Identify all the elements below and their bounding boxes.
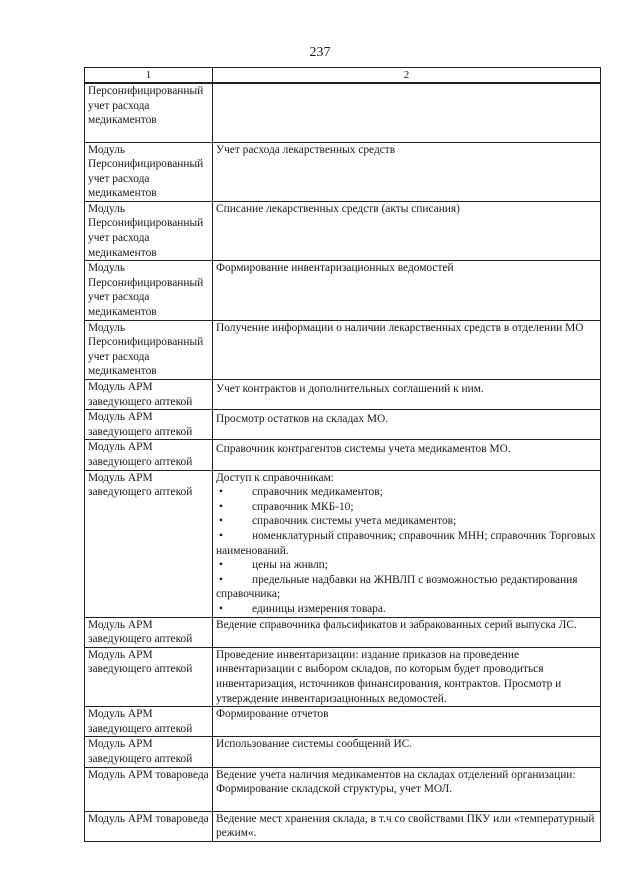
module-cell: Модуль АРМ товароведа (85, 811, 213, 841)
table-row (85, 647, 601, 706)
table-row (85, 470, 601, 617)
table-row (85, 707, 601, 737)
module-cell: Модуль АРМ товароведа (85, 767, 213, 811)
function-cell: Учет контрактов и дополнительных соглашений к ним. (213, 380, 601, 410)
function-cell: Ведение мест хранения склада, в т.ч со свойствами ПКУ или «температурный режим«. (213, 811, 601, 841)
function-cell: Формирование отчетов (213, 707, 601, 737)
bullet-icon: • (219, 515, 223, 528)
table-row (85, 410, 601, 440)
module-cell: Персонифицированный учет расхода медикаментов (85, 83, 213, 142)
table-row (85, 261, 601, 320)
module-cell: Модуль АРМ заведующего аптекой (85, 470, 213, 617)
function-cell: Справочник контрагентов системы учета медикаментов МО. (213, 440, 601, 470)
list-item: • номенклатурный справочник; справочник МНН; справочник Торговых наименований. (216, 529, 596, 557)
function-cell (213, 83, 601, 142)
function-cell: Просмотр остатков на складах МО. (213, 410, 601, 440)
function-cell: Учет расхода лекарственных средств (213, 142, 601, 201)
table-row (85, 737, 601, 767)
bullet-icon: • (219, 529, 223, 542)
table-row (85, 440, 601, 470)
module-cell: Модуль АРМ заведующего аптекой (85, 617, 213, 647)
table-row (85, 811, 601, 841)
column-header-1: 1 (85, 68, 213, 84)
function-intro: Доступ к справочникам: (216, 471, 334, 484)
module-cell: Модуль Персонифицированный учет расхода медикаментов (85, 320, 213, 379)
table-row (85, 142, 601, 201)
table-row (85, 767, 601, 811)
bullet-icon: • (219, 602, 223, 615)
list-item: • справочник МКБ-10; (219, 500, 354, 513)
functions-table (84, 67, 601, 842)
list-item: • справочник системы учета медикаментов; (219, 515, 457, 528)
module-cell: Модуль Персонифицированный учет расхода медикаментов (85, 142, 213, 201)
list-item: • единицы измерения товара. (219, 602, 386, 615)
bullet-icon: • (219, 573, 223, 586)
page-number: 237 (309, 45, 331, 60)
module-cell: Модуль АРМ заведующего аптекой (85, 737, 213, 767)
table-row (85, 201, 601, 260)
reference-list (216, 485, 597, 616)
module-cell: Модуль АРМ заведующего аптекой (85, 440, 213, 470)
module-cell: Модуль АРМ заведующего аптекой (85, 647, 213, 706)
column-header-2: 2 (213, 68, 601, 84)
bullet-icon: • (219, 500, 223, 513)
function-cell: Получение информации о наличии лекарственных средств в отделении МО (213, 320, 601, 379)
table-row (85, 320, 601, 379)
module-cell: Модуль Персонифицированный учет расхода медикаментов (85, 201, 213, 260)
module-cell: Модуль Персонифицированный учет расхода медикаментов (85, 261, 213, 320)
function-cell: Формирование инвентаризационных ведомостей (213, 261, 601, 320)
bullet-icon: • (219, 486, 223, 499)
function-cell: Проведение инвентаризации: издание приказов на проведение инвентаризации с выбором складов, по которым будет проводиться инвентаризация, источников финансирования, контрактов. Просмотр и утверждение инвентаризационных ведомостей. (213, 647, 601, 706)
function-cell: Списание лекарственных средств (акты списания) (213, 201, 601, 260)
module-cell: Модуль АРМ заведующего аптекой (85, 410, 213, 440)
table-row (85, 380, 601, 410)
table-row (85, 617, 601, 647)
list-item: • предельные надбавки на ЖНВЛП с возможностью редактирования справочника; (216, 573, 578, 601)
function-cell: Ведение справочника фальсификатов и забракованных серий выпуска ЛС. (213, 617, 601, 647)
function-cell: Ведение учета наличия медикаментов на складах отделений организации: Формирование складской структуры, учет МОЛ. (213, 767, 601, 811)
module-cell: Модуль АРМ заведующего аптекой (85, 707, 213, 737)
list-item: • цены на жнвлп; (219, 559, 328, 572)
function-cell (213, 470, 601, 617)
bullet-icon: • (219, 559, 223, 572)
table-row (85, 83, 601, 142)
module-cell: Модуль АРМ заведующего аптекой (85, 380, 213, 410)
table-header-row (85, 68, 601, 84)
function-cell: Использование системы сообщений ИС. (213, 737, 601, 767)
list-item: • справочник медикаментов; (219, 486, 383, 499)
